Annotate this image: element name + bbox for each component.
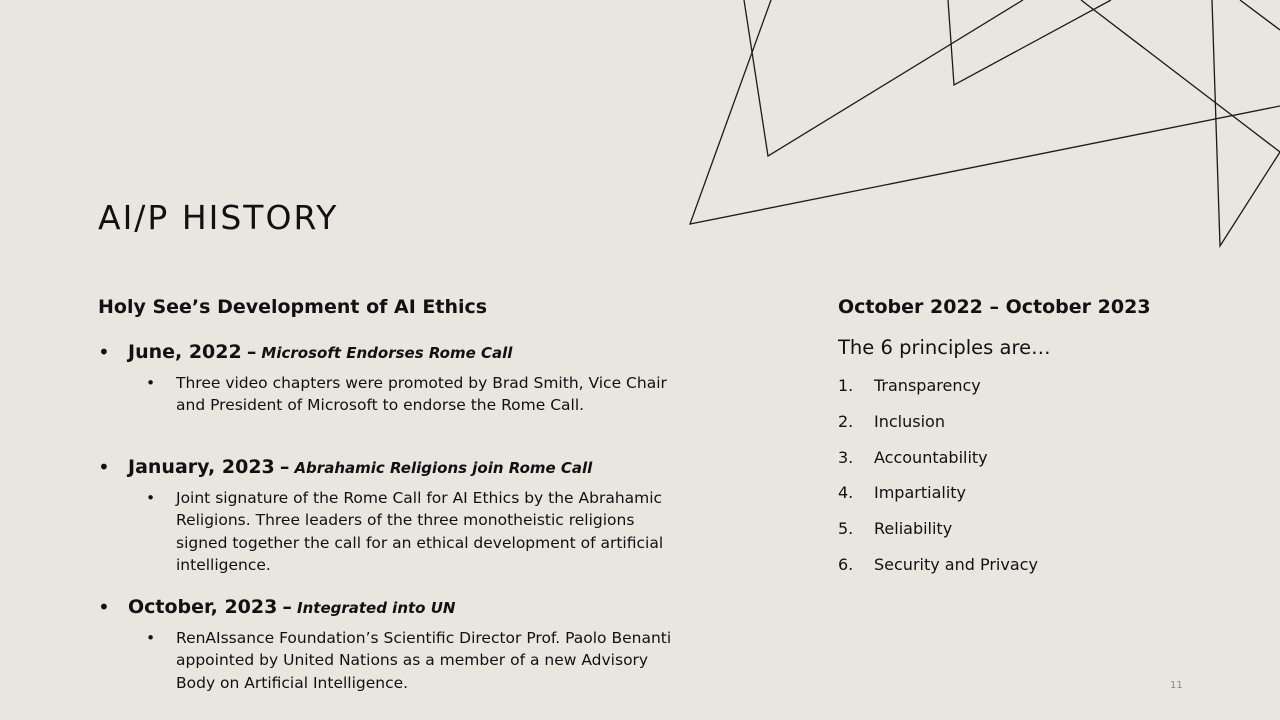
event-description-block bbox=[146, 372, 676, 417]
principle-item bbox=[838, 374, 1038, 410]
principle-label: Reliability bbox=[874, 519, 953, 539]
section-heading-left: Holy See’s Development of AI Ethics bbox=[98, 296, 488, 318]
page-number: 11 bbox=[1170, 680, 1183, 691]
event-item bbox=[98, 453, 698, 593]
bullet-icon: • bbox=[98, 455, 110, 479]
event-subtitle: Microsoft Endorses Rome Call bbox=[261, 344, 513, 362]
principle-label: Transparency bbox=[874, 376, 981, 395]
principle-number: 3. bbox=[838, 447, 854, 467]
principle-item bbox=[838, 410, 1038, 446]
principle-item bbox=[838, 553, 1038, 589]
principle-number: 5. bbox=[838, 519, 854, 539]
event-separator: – bbox=[279, 456, 290, 478]
principle-label: Accountability bbox=[874, 447, 988, 467]
principle-number: 2. bbox=[838, 411, 854, 431]
event-header bbox=[98, 593, 698, 622]
event-description-block bbox=[146, 487, 676, 577]
event-date: January, 2023 bbox=[128, 456, 275, 478]
principle-item bbox=[838, 446, 1038, 482]
principles-intro: The 6 principles are… bbox=[838, 336, 1051, 359]
principle-number: 1. bbox=[838, 376, 854, 395]
sub-bullet-icon: • bbox=[146, 489, 156, 507]
event-description: RenAIssance Foundation’s Scientific Director Prof. Paolo Benanti appointed by United Nations as a member of a new Advisory Body on Artificial Intelligence. bbox=[176, 629, 672, 692]
event-subtitle: Abrahamic Religions join Rome Call bbox=[294, 459, 593, 477]
event-date: October, 2023 bbox=[128, 596, 278, 618]
bullet-icon: • bbox=[98, 595, 110, 619]
event-item bbox=[98, 593, 698, 694]
principle-number: 4. bbox=[838, 483, 854, 503]
event-subtitle: Integrated into UN bbox=[297, 599, 456, 617]
event-item bbox=[98, 338, 698, 453]
event-description: Three video chapters were promoted by Brad Smith, Vice Chair and President of Microsoft to endorse the Rome Call. bbox=[176, 374, 667, 415]
principle-number: 6. bbox=[838, 554, 854, 574]
sub-bullet-icon: • bbox=[146, 374, 156, 392]
event-header bbox=[98, 453, 698, 482]
sub-bullet-icon: • bbox=[146, 629, 156, 647]
event-description-block bbox=[146, 627, 676, 694]
section-heading-right: October 2022 – October 2023 bbox=[838, 296, 1151, 318]
principle-item bbox=[838, 517, 1038, 553]
principle-label: Inclusion bbox=[874, 411, 945, 431]
event-list bbox=[98, 338, 698, 694]
event-separator: – bbox=[282, 596, 292, 618]
bullet-icon: • bbox=[98, 340, 110, 364]
slide-title: AI/P HISTORY bbox=[98, 198, 339, 237]
event-date: June, 2022 bbox=[128, 341, 242, 363]
event-header bbox=[98, 338, 698, 367]
principle-label: Impartiality bbox=[874, 483, 966, 503]
principle-label: Security and Privacy bbox=[874, 554, 1038, 574]
principle-item bbox=[838, 481, 1038, 517]
event-separator: – bbox=[246, 341, 257, 363]
event-description: Joint signature of the Rome Call for AI Ethics by the Abrahamic Religions. Three leaders of the three monotheistic religions signed together the call for an ethical development of artificial intelligence. bbox=[176, 489, 664, 575]
principles-list bbox=[838, 374, 1038, 589]
